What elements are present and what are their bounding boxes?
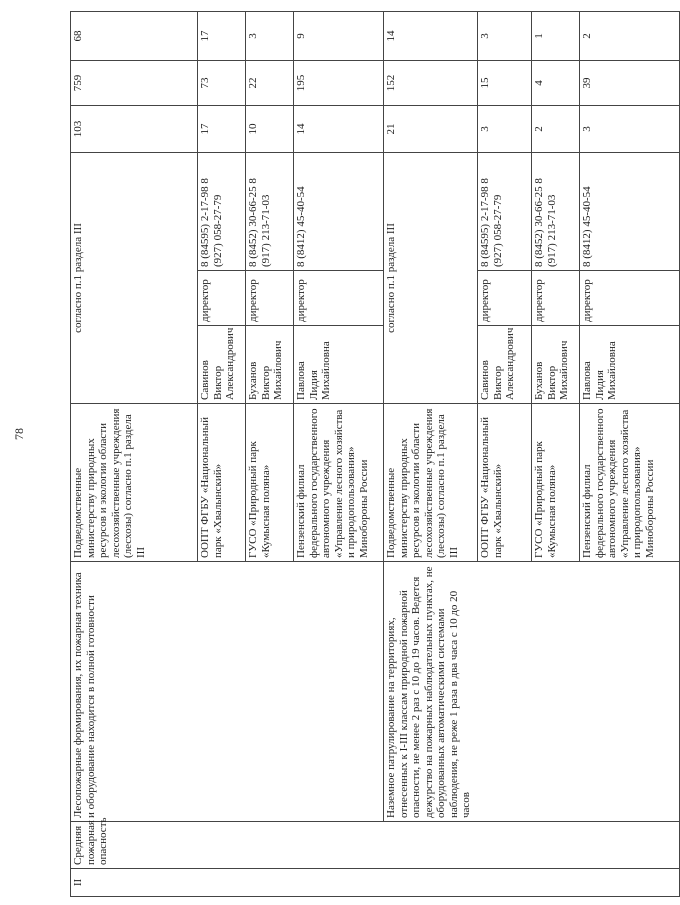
level-name: Средняя пожарная опасность xyxy=(71,822,680,869)
value-b: 759 xyxy=(71,60,198,105)
value-a: 3 xyxy=(580,105,680,152)
phone-cell: 8 (8452) 30-66-25 8 (917) 213-71-03 xyxy=(532,152,580,270)
span-cell: согласно п.1 раздела III xyxy=(71,152,198,403)
person-cell: Савинов Виктор Александрович xyxy=(478,326,532,404)
value-b: 15 xyxy=(478,60,532,105)
org-cell: Подведомственные министерству природных ресурсов и экологии области лесохозяйственные учреждения (лесхозы) согласно п.1 раздела III xyxy=(384,404,478,562)
phone-cell: 8 (8412) 45-40-54 xyxy=(580,152,680,270)
phone-cell: 8 (8412) 45-40-54 xyxy=(294,152,384,270)
phone-cell: 8 (8452) 30-66-25 8 (917) 213-71-03 xyxy=(246,152,294,270)
person-cell: Буханов Виктор Михайлович xyxy=(246,326,294,404)
value-b: 195 xyxy=(294,60,384,105)
value-b: 73 xyxy=(198,60,246,105)
person-cell: Буханов Виктор Михайлович xyxy=(532,326,580,404)
role-cell: директор xyxy=(532,271,580,326)
forces-cell: Лесопожарные формирования, их пожарная техника и оборудование находится в полной готовности xyxy=(71,562,384,822)
value-c: 2 xyxy=(580,11,680,60)
value-c: 14 xyxy=(384,11,478,60)
person-cell: Павлова Лидия Михайловна xyxy=(580,326,680,404)
value-a: 21 xyxy=(384,105,478,152)
org-cell: ООПТ ФГБУ «Национальный парк «Хвалынский» xyxy=(198,404,246,562)
value-b: 22 xyxy=(246,60,294,105)
value-c: 3 xyxy=(478,11,532,60)
level-roman: II xyxy=(71,869,680,897)
table-row xyxy=(384,11,478,896)
phone-cell: 8 (84595) 2-17-98 8 (927) 058-27-79 xyxy=(478,152,532,270)
role-cell: директор xyxy=(246,271,294,326)
phone-cell: 8 (84595) 2-17-98 8 (927) 058-27-79 xyxy=(198,152,246,270)
patrol-cell: Наземное патрулирование на территориях, отнесенных к I-III классам природной пожарной опасности, не менее 2 раз с 10 до 19 часов. Ведется дежурство на пожарных наблюдательных пунктах, не оборудованных автоматическими системами наблюдения, не реже 1 раза в два часа с 10 до 20 часов xyxy=(384,562,680,822)
value-a: 103 xyxy=(71,105,198,152)
role-cell: директор xyxy=(580,271,680,326)
org-cell: Пензенский филиал федерального государственного автономного учреждения «Управление лесного хозяйства и природопользования» Минобороны России xyxy=(580,404,680,562)
org-cell: ООПТ ФГБУ «Национальный парк «Хвалынский» xyxy=(478,404,532,562)
org-cell: Подведомственные министерству природных ресурсов и экологии области лесохозяйственные учреждения (лесхозы) согласно п.1 раздела III xyxy=(71,404,198,562)
value-b: 39 xyxy=(580,60,680,105)
value-b: 4 xyxy=(532,60,580,105)
value-a: 10 xyxy=(246,105,294,152)
value-a: 3 xyxy=(478,105,532,152)
table-row xyxy=(71,11,198,896)
person-cell: Савинов Виктор Александрович xyxy=(198,326,246,404)
value-c: 68 xyxy=(71,11,198,60)
fire-danger-table xyxy=(70,11,680,897)
value-a: 2 xyxy=(532,105,580,152)
value-c: 9 xyxy=(294,11,384,60)
value-a: 14 xyxy=(294,105,384,152)
person-cell: Павлова Лидия Михайловна xyxy=(294,326,384,404)
value-c: 1 xyxy=(532,11,580,60)
span-cell: согласно п.1 раздела III xyxy=(384,152,478,403)
org-cell: ГУСО «Природный парк «Кумысная поляна» xyxy=(246,404,294,562)
role-cell: директор xyxy=(294,271,384,326)
org-cell: Пензенский филиал федерального государственного автономного учреждения «Управление лесного хозяйства и природопользования» Минобороны России xyxy=(294,404,384,562)
value-a: 17 xyxy=(198,105,246,152)
role-cell: директор xyxy=(478,271,532,326)
role-cell: директор xyxy=(198,271,246,326)
value-b: 152 xyxy=(384,60,478,105)
org-cell: ГУСО «Природный парк «Кумысная поляна» xyxy=(532,404,580,562)
value-c: 17 xyxy=(198,11,246,60)
page-number: 78 xyxy=(12,428,26,440)
value-c: 3 xyxy=(246,11,294,60)
